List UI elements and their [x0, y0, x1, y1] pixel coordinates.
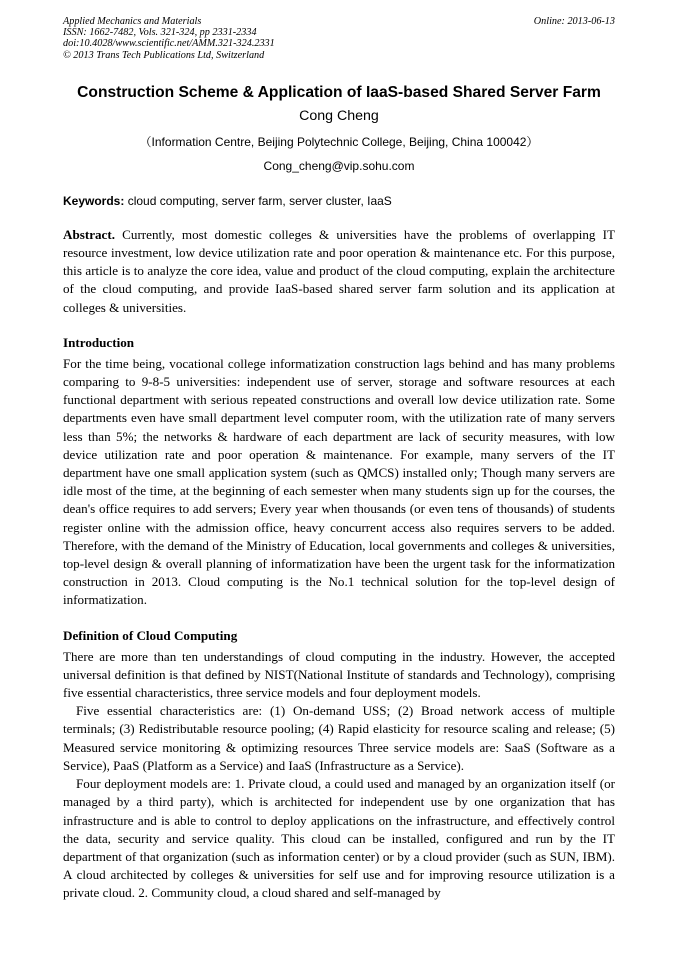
abstract: [63, 226, 615, 317]
doi-line: doi:10.4028/www.scientific.net/AMM.321-324.2331: [63, 38, 275, 50]
introduction-paragraph: For the time being, vocational college informatization construction lags behind and has many problems comparing to 9-8-5 universities: independent use of server, storage and software resources at each functional department with serious repeated constructions and overall low device utilization rate. Some departments even have small department level computer room, with the utilization rate of many servers less than 5%; the networks & hardware of each department are lack of security measures, with low device utilization rate and poor operation & maintenance. For example, many servers of the IT department have one small application system (such as QMCS) installed only; Though many servers are idle most of the time, at the beginning of each semester when many students sign up for the courses, the dean's office requires to add servers; Every year when thousands (or even tens of thousands) of students register online with the admission office, heavy concurrent access also requires servers to be added. Therefore, with the demand of the Ministry of Education, local governments and colleges & universities, top-level design & overall planning of informatization have been the urgent task for the informatization construction in 2013. Cloud computing is the No.1 technical solution for the top-level design of informatization.: [63, 355, 615, 608]
journal-header: [63, 16, 615, 61]
issn-line: ISSN: 1662-7482, Vols. 321-324, pp 2331-2334: [63, 27, 257, 39]
paper-title: Construction Scheme & Application of IaaS-based Shared Server Farm: [77, 83, 601, 101]
author-email: Cong_cheng@vip.sohu.com: [263, 158, 415, 173]
author-affiliation: （Information Centre, Beijing Polytechnic College, Beijing, China 100042）: [139, 134, 539, 149]
definition-paragraph: There are more than ten understandings of cloud computing in the industry. However, the accepted universal definition is that defined by NIST(National Institute of standards and Technology), comprising five essential characteristics, three service models and four deployment models.: [63, 648, 615, 701]
keywords-label: Keywords:: [63, 193, 125, 208]
abstract-text: Currently, most domestic colleges & universities have the problems of overlapping IT resource investment, low device utilization rate and poor operation & maintenance etc. For this purpose, this article is to analyze the core idea, value and product of the cloud computing, explain the architecture of the cloud computing, and provide IaaS-based shared server farm solution and its application at colleges & universities.: [63, 226, 615, 315]
copyright-line: © 2013 Trans Tech Publications Ltd, Switzerland: [63, 49, 265, 61]
author-name: Cong Cheng: [299, 107, 379, 124]
online-date: Online: 2013-06-13: [533, 16, 615, 27]
abstract-label: Abstract.: [63, 226, 115, 242]
section-heading-definition: Definition of Cloud Computing: [63, 627, 238, 643]
keywords-text: cloud computing, server farm, server cluster, IaaS: [124, 193, 392, 208]
definition-paragraph: Five essential characteristics are: (1) On-demand USS; (2) Broad network access of multiple terminals; (3) Redistributable resource pooling; (4) Rapid elasticity for resource scaling and release; (5) Measured service monitoring & optimizing resources Three service models are: SaaS (Software as a Service), PaaS (Platform as a Service) and IaaS (Infrastructure as a Service).: [63, 703, 615, 773]
journal-name: Applied Mechanics and Materials: [63, 16, 202, 27]
definition-paragraph: Four deployment models are: 1. Private cloud, a could used and managed by an organization itself (or managed by a third party), which is architected for independent use by one organization that has infrastructure and is able to control to deploy applications on the infrastructure, and effectively control the data, security and service quality. This cloud can be installed, configured and run by the IT department of that organization (such as information center) or by a cloud provider (such as SUN, IBM). A cloud architected by colleges & universities for self use and for improving resource utilization is a private cloud. 2. Community cloud, a cloud shared and self-managed by: [63, 776, 615, 901]
keywords: [63, 193, 615, 209]
section-heading-introduction: Introduction: [63, 334, 135, 350]
